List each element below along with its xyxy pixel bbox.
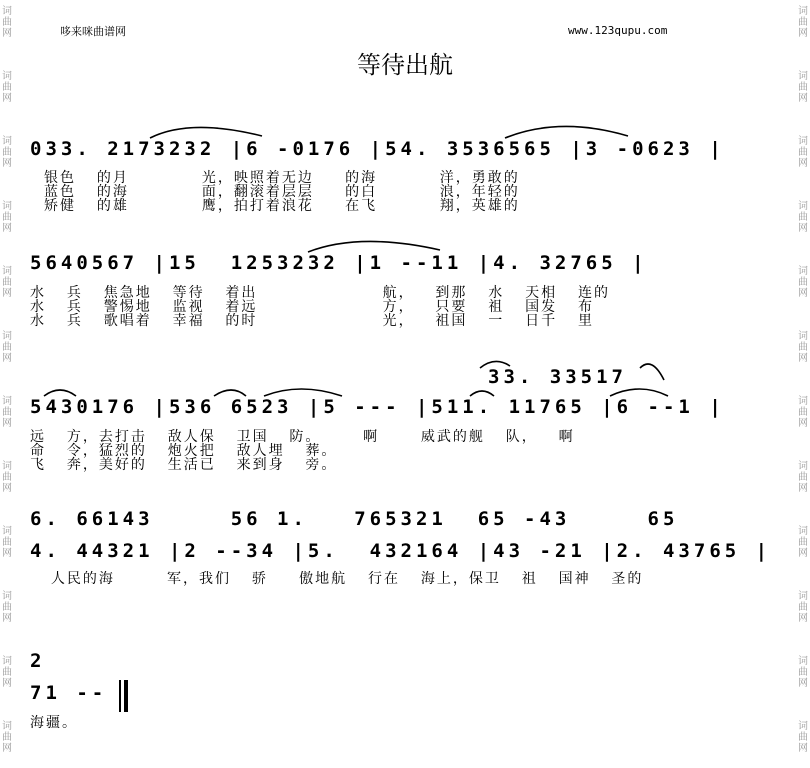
notes-line-2: 5640567 |15 1253232 |1 --11 |4. 32765 | (30, 252, 648, 274)
score-line-4 (30, 508, 790, 593)
watermark-text: 词曲网 (2, 656, 12, 689)
lyric-1-verse-2: 蓝色 的海 面，翻滚着层层 的白 浪，年轻的 (44, 184, 520, 200)
score-line-1 (30, 138, 790, 228)
watermark-text: 词曲网 (798, 71, 808, 104)
watermark-text: 词曲网 (2, 331, 12, 364)
lyric-1-verse-3: 矫健 的雄 鹰，拍打着浪花 在飞 翔，英雄的 (44, 198, 520, 214)
watermark-text: 词曲网 (798, 721, 808, 754)
watermark-strip-right (796, 0, 810, 768)
watermark-text: 词曲网 (2, 721, 12, 754)
lyric-5-verse-1: 海疆。 (30, 715, 78, 731)
watermark-text: 词曲网 (2, 136, 12, 169)
watermark-text: 词曲网 (798, 526, 808, 559)
watermark-text: 词曲网 (2, 266, 12, 299)
lyric-1-verse-1: 银色 的月 光，映照着无边 的海 洋，勇敢的 (44, 170, 520, 186)
slur-2 (505, 126, 628, 138)
watermark-text: 词曲网 (2, 396, 12, 429)
lyric-2-verse-2: 水 兵 警惕地 监视 着远 方， 只要 祖 国发 布 (30, 299, 595, 315)
watermark-text: 词曲网 (2, 461, 12, 494)
watermark-text: 词曲网 (798, 266, 808, 299)
site-url: www.123qupu.com (568, 24, 668, 37)
watermark-text: 词曲网 (2, 201, 12, 234)
watermark-text: 词曲网 (798, 461, 808, 494)
upper-notes-line-3: 33. 33517 (488, 366, 627, 388)
upper-notes-line-4: 6. 66143 56 1. 765321 65 -43 65 (30, 508, 679, 530)
lyric-4-verse-1: 人民的海 军，我们 骄 傲地航 行在 海上，保卫 祖 国神 圣的 (30, 571, 644, 587)
watermark-text: 词曲网 (2, 591, 12, 624)
watermark-strip-left (0, 0, 14, 768)
watermark-text: 词曲网 (798, 136, 808, 169)
watermark-text: 词曲网 (798, 591, 808, 624)
lyric-3-verse-1: 远 方，去打击 敌人保 卫国 防。 啊 威武的舰 队， 啊 (30, 429, 575, 445)
lyric-3-verse-3: 飞 奔，美好的 生活已 来到身 旁。 (30, 457, 338, 473)
notes-line-1: 033. 2173232 |6 -0176 |54. 3536565 |3 -0623 | (30, 138, 725, 160)
watermark-text: 词曲网 (798, 331, 808, 364)
notes-line-4: 4. 44321 |2 --34 |5. 432164 |43 -21 |2. 43765 | (30, 540, 772, 562)
watermark-text: 词曲网 (2, 71, 12, 104)
site-name: 哆来咪曲谱网 (60, 25, 126, 38)
score-line-2 (30, 252, 790, 337)
upper-notes-line-5: 2 (30, 650, 46, 672)
slur-1 (150, 127, 262, 138)
watermark-text: 词曲网 (798, 656, 808, 689)
watermark-text: 词曲网 (798, 396, 808, 429)
watermark-text: 词曲网 (2, 526, 12, 559)
song-title: 等待出航 (357, 51, 453, 79)
lyric-3-verse-2: 命 令，猛烈的 炮火把 敌人埋 葬。 (30, 443, 338, 459)
final-barline-thick (124, 680, 128, 712)
lyric-2-verse-1: 水 兵 焦急地 等待 着出 航， 到那 水 天相 连的 (30, 285, 611, 301)
lyric-2-verse-3: 水 兵 歌唱着 幸福 的时 光， 祖国 一 日千 里 (30, 313, 595, 329)
notes-line-5: 71 -- (30, 682, 108, 704)
score-line-3 (30, 366, 790, 476)
final-barline-thin (119, 680, 121, 712)
watermark-text: 词曲网 (798, 201, 808, 234)
score-line-5 (30, 650, 790, 740)
watermark-text: 词曲网 (798, 6, 808, 39)
notes-line-3: 5430176 |536 6523 |5 --- |511. 11765 |6 --1 | (30, 396, 725, 418)
watermark-text: 词曲网 (2, 6, 12, 39)
slur-3 (308, 241, 440, 252)
